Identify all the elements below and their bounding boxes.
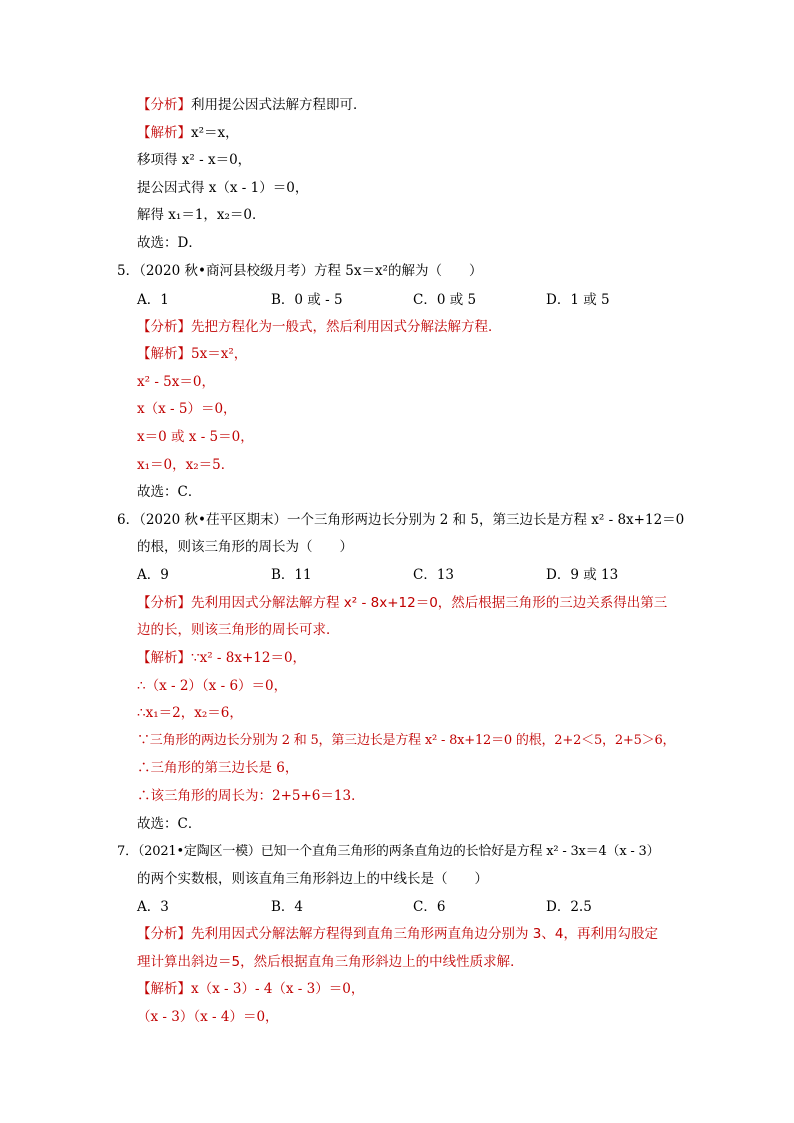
q5-option-d: D．1 或 5 bbox=[546, 292, 610, 308]
solution-tag: 【解析】 bbox=[137, 125, 191, 141]
q6-sol-4: ∵三角形的两边长分别为 2 和 5，第三边长是方程 x² - 8x+12＝0 的根，2+2＜5，2+5＞6， bbox=[137, 733, 676, 748]
q5-option-c: C．0 或 5 bbox=[413, 292, 477, 308]
analysis-tag: 【分析】 bbox=[137, 319, 191, 335]
q5-stem: 5．（2020 秋•商河县校级月考）方程 5x＝x²的解为（ ） bbox=[117, 263, 483, 279]
q5-solution-line-1 bbox=[137, 345, 247, 363]
q6-sol-3: ∴x₁＝2，x₂＝6， bbox=[137, 705, 243, 721]
q4-sol-1: x²＝x， bbox=[191, 125, 239, 141]
analysis-tag: 【分析】 bbox=[137, 926, 191, 942]
q5-sol-3: x（x - 5）＝0， bbox=[137, 401, 237, 417]
analysis-tag: 【分析】 bbox=[137, 97, 191, 113]
q6-option-b: B．11 bbox=[271, 567, 312, 583]
q7-solution-line-1 bbox=[137, 980, 364, 998]
q6-option-d: D．9 或 13 bbox=[546, 567, 619, 583]
q7-stem-line-1: 7．（2021•定陶区一模）已知一个直角三角形的两条直角边的长恰好是方程 x² - 3x＝4（x - 3） bbox=[117, 844, 660, 859]
q4-sol-3: 提公因式得 x（x - 1）＝0， bbox=[137, 180, 309, 196]
q7-sol-2: （x - 3）（x - 4）＝0， bbox=[137, 1009, 279, 1025]
q5-answer: 故选：C． bbox=[137, 484, 202, 500]
q7-option-b: B．4 bbox=[271, 899, 304, 915]
q7-analysis-line-1 bbox=[137, 925, 658, 943]
q4-solution-line-1 bbox=[137, 124, 239, 142]
q5-sol-2: x² - 5x＝0， bbox=[137, 374, 215, 390]
solution-tag: 【解析】 bbox=[137, 346, 191, 362]
q7-option-c: C．6 bbox=[413, 899, 446, 915]
q7-analysis-line-2: 理计算出斜边＝5，然后根据直角三角形斜边上的中线性质求解． bbox=[137, 954, 524, 970]
q7-option-d: D．2.5 bbox=[546, 899, 592, 915]
q5-analysis bbox=[137, 318, 502, 336]
q4-analysis-text: 利用提公因式法解方程即可． bbox=[191, 97, 367, 113]
q6-sol-2: ∴（x - 2）（x - 6）＝0， bbox=[137, 678, 288, 694]
q6-option-a: A．9 bbox=[137, 567, 169, 583]
q6-option-c: C．13 bbox=[413, 567, 455, 583]
analysis-tag: 【分析】 bbox=[137, 595, 191, 611]
solution-tag: 【解析】 bbox=[137, 981, 191, 997]
q6-stem-line-1: 6．（2020 秋•茌平区期末）一个三角形两边长分别为 2 和 5，第三边长是方程 x² - 8x+12＝0 bbox=[117, 512, 685, 528]
q7-stem-line-2: 的两个实数根，则该直角三角形斜边上的中线长是（ ） bbox=[137, 871, 488, 887]
q6-answer: 故选：C． bbox=[137, 816, 202, 832]
q4-answer: 故选：D． bbox=[137, 235, 202, 251]
q5-analysis-text: 先把方程化为一般式，然后利用因式分解法解方程． bbox=[191, 319, 502, 335]
q5-sol-1: 5x＝x²， bbox=[191, 346, 248, 362]
q7-sol-1: x（x - 3）- 4（x - 3）＝0， bbox=[191, 981, 365, 997]
q6-analysis-line-2: 边的长，则该三角形的周长可求． bbox=[137, 622, 340, 638]
q4-analysis bbox=[137, 96, 367, 114]
q6-sol-1: ∵x² - 8x+12＝0， bbox=[191, 650, 307, 666]
q6-analysis-text-1: 先利用因式分解法解方程 x² - 8x+12＝0，然后根据三角形的三边关系得出第三 bbox=[191, 595, 668, 611]
q6-solution-line-1 bbox=[137, 649, 306, 667]
q6-analysis-line-1 bbox=[137, 594, 667, 612]
q5-option-a: A．1 bbox=[137, 292, 169, 308]
q6-sol-5: ∴三角形的第三边长是 6， bbox=[137, 760, 299, 776]
q6-sol-6: ∴该三角形的周长为：2+5+6＝13． bbox=[137, 788, 365, 804]
q5-sol-4: x＝0 或 x - 5＝0， bbox=[137, 429, 254, 445]
q5-option-b: B．0 或 - 5 bbox=[271, 292, 343, 308]
q4-sol-2: 移项得 x² - x＝0， bbox=[137, 152, 252, 168]
q6-stem-line-2: 的根，则该三角形的周长为（ ） bbox=[137, 539, 353, 555]
q7-option-a: A．3 bbox=[137, 899, 169, 915]
q5-sol-5: x₁＝0，x₂＝5． bbox=[137, 457, 235, 473]
q7-analysis-text-1: 先利用因式分解法解方程得到直角三角形两直角边分别为 3、4，再利用勾股定 bbox=[191, 926, 658, 942]
q4-sol-4: 解得 x₁＝1，x₂＝0． bbox=[137, 207, 266, 223]
solution-tag: 【解析】 bbox=[137, 650, 191, 666]
